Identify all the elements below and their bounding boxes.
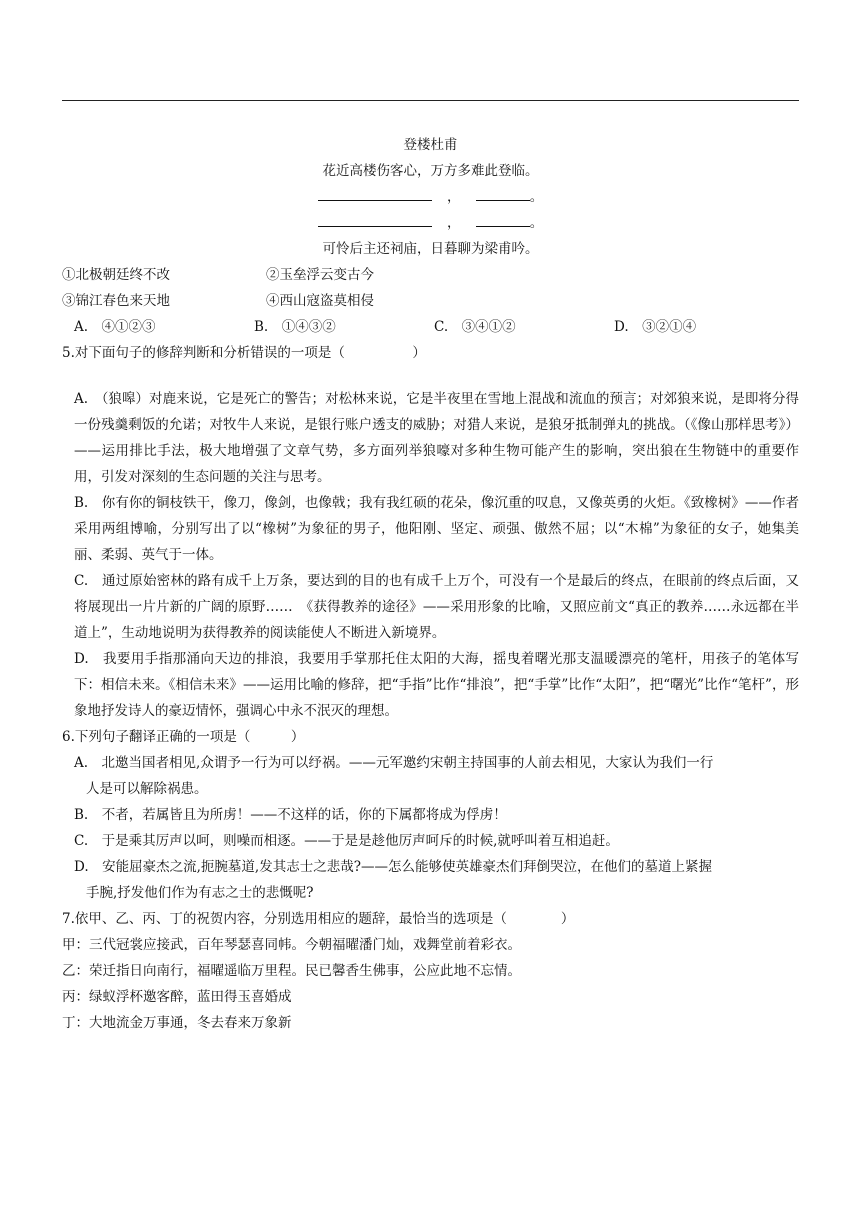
choice-b[interactable]: B. ①④③②: [254, 319, 336, 335]
q5-option-b[interactable]: B. 你有你的铜枝铁干，像刀，像剑，也像戟；我有我红硕的花朵，像沉重的叹息，又像英勇的火炬。《致橡树》——作者采用两组博喻，分别写出了以“橡树”为象征的男子，他阳刚、坚定、顽强、傲然不屈；以“木棉”为象征的女子，她集美丽、柔弱、英气于一体。: [74, 495, 799, 563]
poem-option-3: ③锦江春色来天地: [62, 293, 170, 309]
q5-option-a[interactable]: A. （狼嗥）对鹿来说，它是死亡的警告；对松林来说，它是半夜里在雪地上混战和流血的预言；对郊狼来说，是即将分得一份残羹剩饭的允诺；对牧牛人来说，是银行账户透支的威胁；对猎人来说，是狼牙抵制弹丸的挑战。（《像山那样思考》）——运用排比手法，极大地增强了文章气势，多方面列举狼嚎对多种生物可能产生的影响，突出狼在生物链中的重要作用，引发对深刻的生态问题的关注与思考。: [74, 391, 799, 485]
spacer: [62, 366, 799, 386]
fill-blank[interactable]: [476, 186, 530, 201]
choice-c[interactable]: C. ③④①②: [434, 319, 516, 335]
blank-comma: ，: [447, 189, 461, 205]
q7-jia: 甲：三代冠裳应接武，百年琴瑟喜同帏。今朝福曜潘门灿，戏舞堂前着彩衣。: [62, 937, 521, 953]
poem-option-2: ②玉垒浮云变古今: [266, 267, 374, 283]
poem-blank-line-2: [62, 210, 799, 236]
blank-period: 。: [529, 189, 544, 205]
q7-yi: 乙：荣迁指日向南行，福曜遥临万里程。民已馨香生佛事，公应此地不忘情。: [62, 963, 521, 979]
q6-option-d-line2: 手腕,抒发他们作为有志之士的悲慨呢?: [86, 885, 314, 901]
document-body: [62, 132, 799, 1036]
q5-option-d[interactable]: D. 我要用手指那涌向天边的排浪，我要用手掌那托住太阳的大海，摇曳着曙光那支温暖漂亮的笔杆，用孩子的笔体写下：相信未来。《相信未来》——运用比喻的修辞，把“手指”比作“排浪”，把“手掌”比作“太阳”，把“曙光”比作“笔杆”，形象地抒发诗人的豪迈情怀，强调心中永不泯灭的理想。: [74, 651, 799, 719]
fill-blank[interactable]: [476, 212, 530, 227]
q6-option-d[interactable]: [62, 854, 799, 906]
q6-stem: 6.下列句子翻译正确的一项是（ ）: [62, 729, 305, 745]
blank-period: 。: [529, 215, 544, 231]
q7-bing: 丙：绿蚁浮杯邀客醉，蓝田得玉喜婚成: [62, 989, 292, 1005]
q7-stem: 7.依甲、乙、丙、丁的祝贺内容，分别选用相应的题辞，最恰当的选项是（ ）: [62, 911, 575, 927]
poem-blank-line-1: [62, 184, 799, 210]
choice-a[interactable]: A. ④①②③: [74, 319, 156, 335]
q5-stem: 5.对下面句子的修辞判断和分析错误的一项是（ ）: [62, 345, 426, 361]
q6-option-b[interactable]: B. 不者，若属皆且为所虏！——不这样的话，你的下属都将成为俘虏！: [74, 807, 507, 823]
poem-options-row-2: [62, 288, 799, 314]
q6-option-c[interactable]: C. 于是乘其厉声以呵，则噪而相逐。——于是是趁他厉声呵斥的时候,就呼叫着互相追赶。: [74, 833, 619, 849]
q6-option-a-line1: A. 北邀当国者相见,众谓予一行为可以纾祸。——元军邀约宋朝主持国事的人前去相见，大家认为我们一行: [74, 755, 714, 771]
choice-d[interactable]: D. ③②①④: [614, 319, 697, 335]
q4-choices: [62, 314, 799, 340]
q6-option-a-line2: 人是可以解除祸患。: [86, 781, 208, 797]
poem-options-row-1: [62, 262, 799, 288]
q6-option-d-line1: D. 安能屈豪杰之流,扼腕墓道,发其志士之悲哉?——怎么能够使英雄豪杰们拜倒哭泣，在他们的墓道上紧握: [74, 859, 712, 875]
poem-last-line: 可怜后主还祠庙，日暮聊为梁甫吟。: [322, 241, 539, 257]
blank-comma: ，: [447, 215, 461, 231]
header-rule: [62, 100, 799, 101]
poem-option-1: ①北极朝廷终不改: [62, 267, 170, 283]
fill-blank[interactable]: [318, 186, 432, 201]
q7-ding: 丁：大地流金万事通，冬去春来万象新: [62, 1015, 292, 1031]
q6-option-a[interactable]: [62, 750, 799, 802]
fill-blank[interactable]: [318, 212, 432, 227]
q5-option-c[interactable]: C. 通过原始密林的路有成千上万条，要达到的目的也有成千上万个，可没有一个是最后的终点，在眼前的终点后面，又将展现出一片片新的广阔的原野…… 《获得教养的途径》——采用形象的比喻，又照应前文“真正的教养……永远都在半道上”，生动地说明为获得教养的阅读能使人不断进入新境界。: [74, 573, 799, 641]
poem-title: 登楼杜甫: [403, 137, 458, 153]
poem-option-4: ④西山寇盗莫相侵: [266, 293, 374, 309]
poem-line-1: 花近高楼伤客心，万方多难此登临。: [322, 163, 539, 179]
